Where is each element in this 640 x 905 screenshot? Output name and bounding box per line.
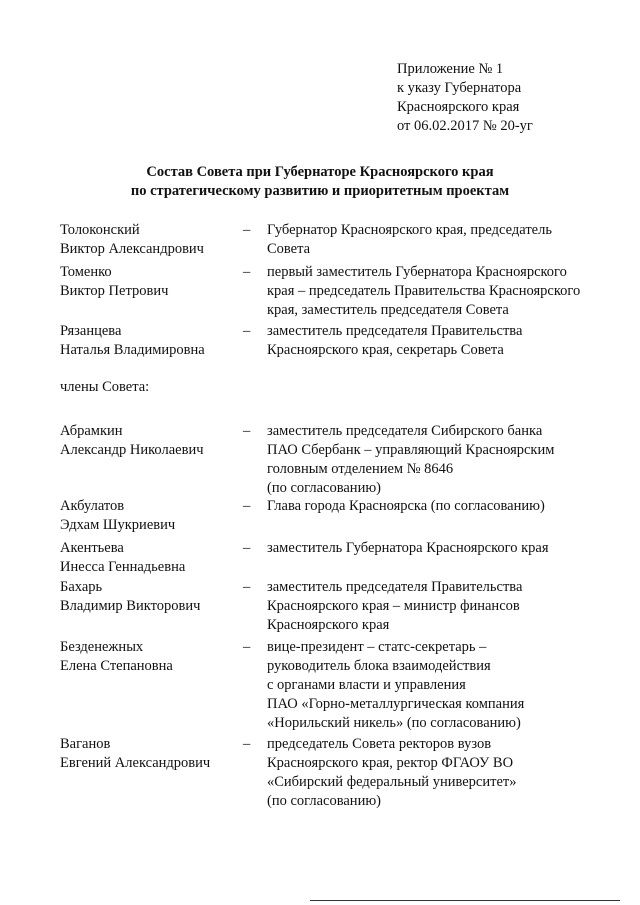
role-line: заместитель Губернатора Красноярского края: [267, 540, 549, 556]
surname: Абрамкин: [60, 423, 123, 439]
role-line: «Сибирский федеральный университет»: [267, 774, 517, 790]
person-name: [60, 578, 240, 616]
role-line: Красноярского края, ректор ФГАОУ ВО: [267, 755, 514, 771]
person-name: [60, 539, 240, 577]
dash: –: [243, 639, 251, 655]
role-line: края – председатель Правительства Красноярского: [267, 283, 581, 299]
surname: Томенко: [60, 264, 112, 280]
role-line: Красноярского края, секретарь Совета: [267, 342, 504, 358]
surname: Ваганов: [60, 736, 111, 752]
dash: –: [243, 540, 251, 556]
person-role: [267, 422, 612, 498]
role-line: заместитель председателя Правительства: [267, 323, 523, 339]
dash: –: [243, 736, 251, 752]
role-line: ПАО Сбербанк – управляющий Красноярским: [267, 442, 555, 458]
person-role: [267, 735, 612, 811]
role-line: заместитель председателя Сибирского банка: [267, 423, 543, 439]
person-role: [267, 578, 612, 635]
dash: –: [243, 264, 251, 280]
appendix-line: Красноярского края: [397, 99, 520, 115]
person-name: [60, 322, 240, 360]
role-line: Красноярского края: [267, 617, 390, 633]
document-title: [0, 163, 640, 201]
role-line: с органами власти и управления: [267, 677, 466, 693]
surname: Безденежных: [60, 639, 144, 655]
role-line: Губернатор Красноярского края, председатель: [267, 222, 552, 238]
role-line: головным отделением № 8646: [267, 461, 454, 477]
role-line: Красноярского края – министр финансов: [267, 598, 520, 614]
person-name: [60, 221, 240, 259]
surname: Рязанцева: [60, 323, 122, 339]
surname: Бахарь: [60, 579, 103, 595]
role-line: ПАО «Горно-металлургическая компания: [267, 696, 525, 712]
appendix-line: Приложение № 1: [397, 61, 504, 77]
role-line: (по согласованию): [267, 480, 381, 496]
dash: –: [243, 579, 251, 595]
given-names: Наталья Владимировна: [60, 342, 205, 358]
person-role: [267, 221, 612, 259]
role-line: заместитель председателя Правительства: [267, 579, 523, 595]
person-role: [267, 322, 612, 360]
person-role: [267, 638, 612, 733]
role-line: «Норильский никель» (по согласованию): [267, 715, 521, 731]
person-name: [60, 497, 240, 535]
role-line: Глава города Красноярска (по согласованию): [267, 498, 545, 514]
dash: –: [243, 222, 251, 238]
surname: Толоконский: [60, 222, 140, 238]
given-names: Владимир Викторович: [60, 598, 201, 614]
title-line: Состав Совета при Губернаторе Красноярского края: [146, 164, 494, 180]
dash: –: [243, 323, 251, 339]
bottom-rule: [310, 900, 620, 901]
person-name: [60, 638, 240, 676]
appendix-line: к указу Губернатора: [397, 80, 522, 96]
person-role: [267, 539, 612, 558]
role-line: вице-президент – статс-секретарь –: [267, 639, 487, 655]
role-line: руководитель блока взаимодействия: [267, 658, 491, 674]
appendix-line: от 06.02.2017 № 20-уг: [397, 118, 533, 134]
person-role: [267, 497, 612, 516]
role-line: первый заместитель Губернатора Красноярского: [267, 264, 567, 280]
title-line: по стратегическому развитию и приоритетным проектам: [130, 183, 510, 199]
members-label: члены Совета:: [60, 379, 150, 395]
person-name: [60, 735, 240, 773]
role-line: края, заместитель председателя Совета: [267, 302, 509, 318]
role-line: Совета: [267, 241, 311, 257]
role-line: председатель Совета ректоров вузов: [267, 736, 492, 752]
given-names: Эдхам Шукриевич: [60, 517, 176, 533]
given-names: Инесса Геннадьевна: [60, 559, 186, 575]
given-names: Виктор Петрович: [60, 283, 169, 299]
person-role: [267, 263, 612, 320]
given-names: Елена Степановна: [60, 658, 173, 674]
person-name: [60, 263, 240, 301]
given-names: Александр Николаевич: [60, 442, 204, 458]
dash: –: [243, 423, 251, 439]
given-names: Виктор Александрович: [60, 241, 204, 257]
person-name: [60, 422, 240, 460]
surname: Акентьева: [60, 540, 124, 556]
role-line: (по согласованию): [267, 793, 381, 809]
surname: Акбулатов: [60, 498, 125, 514]
given-names: Евгений Александрович: [60, 755, 211, 771]
dash: –: [243, 498, 251, 514]
appendix-block: [397, 60, 533, 136]
